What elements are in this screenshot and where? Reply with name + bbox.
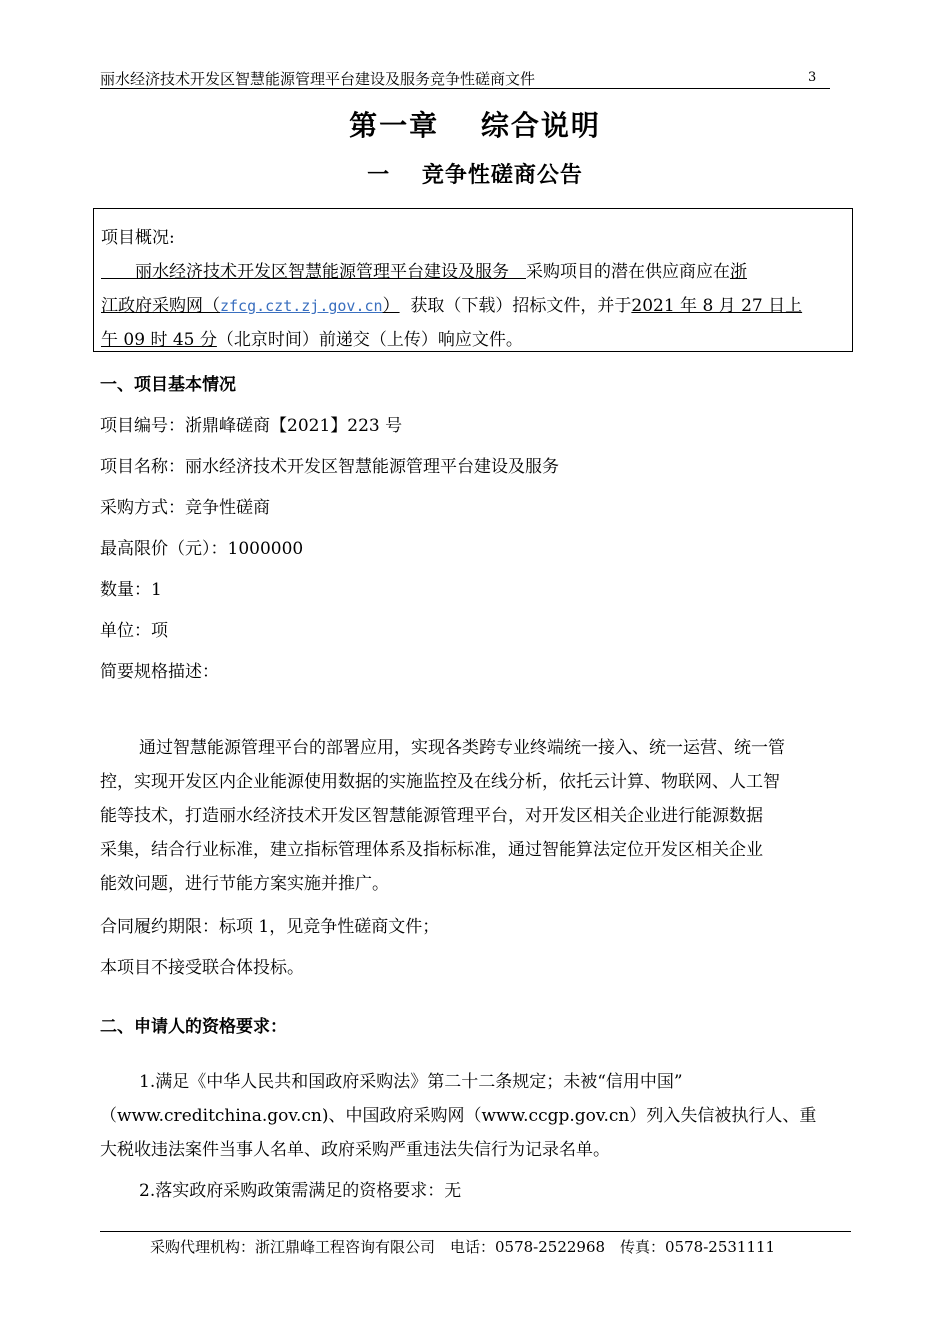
spec-label: 简要规格描述： xyxy=(100,662,219,682)
qualification-item-1-line: 大税收违法案件当事人名单、政府采购严重违法失信行为记录名单。 xyxy=(100,1140,610,1160)
description-line: 能等技术，打造丽水经济技术开发区智慧能源管理平台，对开发区相关企业进行能源数据 xyxy=(100,806,763,826)
unit: 单位：项 xyxy=(100,621,168,641)
description-line: 采集，结合行业标准，建立指标管理体系及指标标准，通过智能算法定位开发区相关企业 xyxy=(100,840,763,860)
overview-label: 项目概况: xyxy=(101,228,175,248)
description-line: 能效问题，进行节能方案实施并推广。 xyxy=(100,874,389,894)
overview-site-close: ） xyxy=(382,296,400,316)
description-line: 通过智慧能源管理平台的部署应用，实现各类跨专业终端统一接入、统一运营、统一管 xyxy=(139,738,785,758)
quantity: 数量：1 xyxy=(100,580,162,600)
qualification-item-1-line: （www.creditchina.gov.cn)、中国政府采购网（www.ccgp.gov.cn）列入失信被执行人、重 xyxy=(100,1106,817,1126)
description-line: 控，实现开发区内企业能源使用数据的实施监控及在线分析，依托云计算、物联网、人工智 xyxy=(100,772,780,792)
chapter-title: 第一章 综合说明 xyxy=(349,109,601,142)
overview-site-1: 浙 xyxy=(730,262,747,282)
overview-text-3: （北京时间）前递交（上传）响应文件。 xyxy=(216,330,523,350)
page-number: 3 xyxy=(808,70,817,85)
qualification-item-1-line: 1.满足《中华人民共和国政府采购法》第二十二条规定；未被“信用中国” xyxy=(139,1072,683,1092)
project-number: 项目编号：浙鼎峰磋商【2021】223 号 xyxy=(100,416,403,436)
overview-box xyxy=(93,208,853,352)
header-divider xyxy=(100,88,830,89)
qualification-item-2: 2.落实政府采购政策需满足的资格要求：无 xyxy=(139,1181,462,1201)
overview-deadline-2: 午 09 时 45 分 xyxy=(101,330,217,350)
basic-info-heading: 一、项目基本情况 xyxy=(100,375,236,395)
overview-line-1 xyxy=(101,257,747,282)
procurement-site-link[interactable]: zfcg.czt.zj.gov.cn xyxy=(220,297,383,315)
overview-deadline-1: 2021 年 8 月 27 日上 xyxy=(631,296,803,316)
section-title: 一 竞争性磋商公告 xyxy=(367,162,583,188)
overview-line-2 xyxy=(101,291,802,316)
procurement-method: 采购方式：竞争性磋商 xyxy=(100,498,270,518)
max-price: 最高限价（元）：1000000 xyxy=(100,539,304,559)
consortium-note: 本项目不接受联合体投标。 xyxy=(100,958,304,978)
overview-site-2: 江政府采购网（ xyxy=(101,296,220,316)
contract-period: 合同履约期限：标项 1，见竞争性磋商文件； xyxy=(100,917,440,937)
overview-project-name: 丽水经济技术开发区智慧能源管理平台建设及服务 xyxy=(135,262,509,282)
overview-line-3 xyxy=(101,325,523,350)
overview-text-1: 采购项目的潜在供应商应在 xyxy=(526,262,730,282)
footer-contact: 采购代理机构：浙江鼎峰工程咨询有限公司 电话：0578-2522968 传真：0578-2531111 xyxy=(150,1238,776,1256)
qualification-heading: 二、申请人的资格要求： xyxy=(100,1017,287,1037)
project-name: 项目名称：丽水经济技术开发区智慧能源管理平台建设及服务 xyxy=(100,457,559,477)
footer-divider xyxy=(100,1231,851,1232)
overview-text-2: 获取（下载）招标文件，并于 xyxy=(410,296,632,316)
header-title: 丽水经济技术开发区智慧能源管理平台建设及服务竞争性磋商文件 xyxy=(100,70,536,88)
